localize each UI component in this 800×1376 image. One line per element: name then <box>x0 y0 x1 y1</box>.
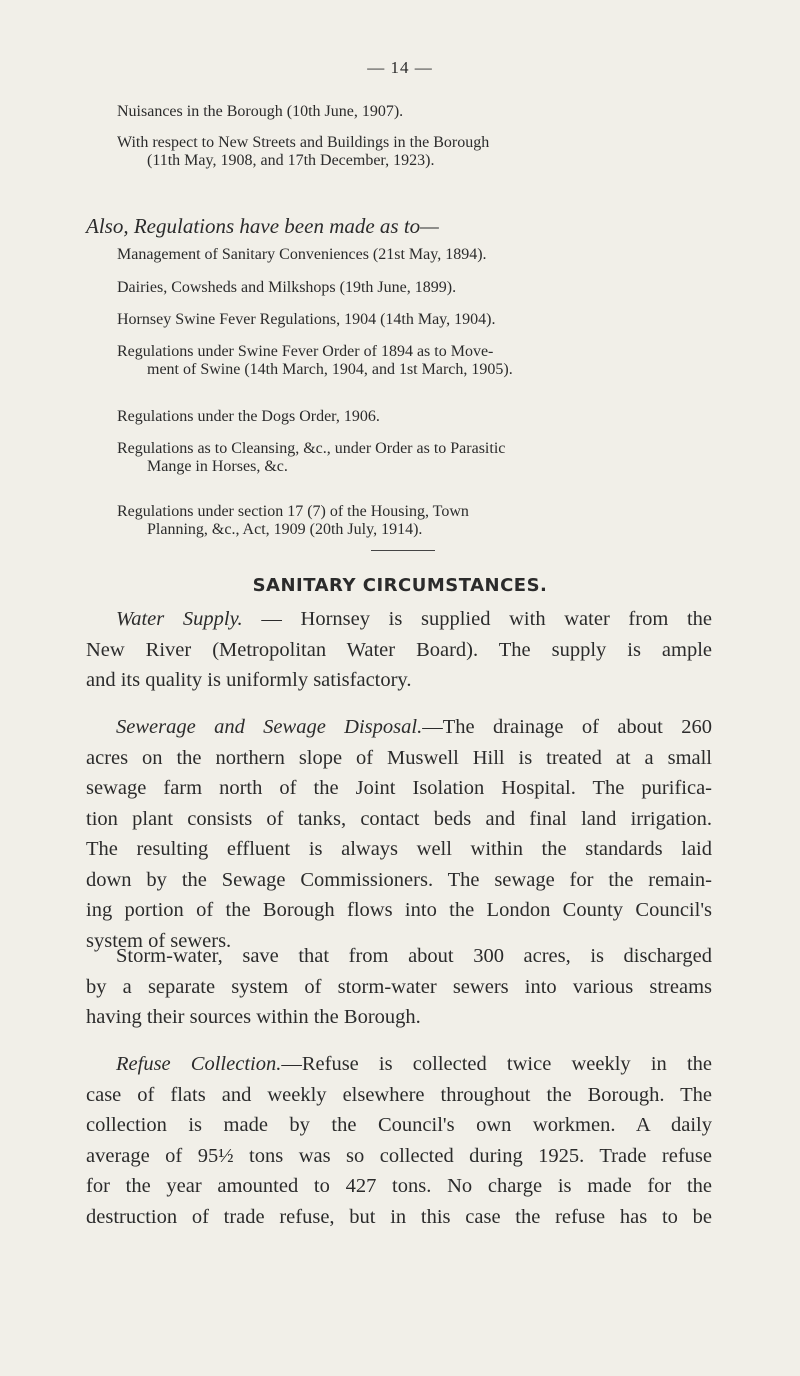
paragraph-line: having their sources within the Borough. <box>86 1006 421 1028</box>
list-item-line: Planning, &c., Act, 1909 (20th July, 1914). <box>147 521 423 538</box>
list-item-line: ment of Swine (14th March, 1904, and 1st March, 1905). <box>147 361 513 378</box>
also-heading: Also, Regulations have been made as to— <box>86 214 439 238</box>
list-item-line: Nuisances in the Borough (10th June, 1907). <box>117 103 404 120</box>
paragraph-line: acres on the northern slope of Muswell Hill is treated at a small <box>86 746 712 769</box>
paragraph-line: Storm-water, save that from about 300 acres, is discharged <box>116 945 712 967</box>
paragraph-line: Refuse Collection.—Refuse is collected twice weekly in the <box>116 1053 712 1075</box>
paragraph-line: Sewerage and Sewage Disposal.—The drainage of about 260 <box>116 716 712 738</box>
refuse-label: Refuse Collection. <box>116 1053 282 1075</box>
water-supply-label: Water Supply. <box>116 608 243 630</box>
list-item-line: Management of Sanitary Conveniences (21st May, 1894). <box>117 246 487 263</box>
list-item <box>117 246 717 264</box>
list-item <box>117 279 717 297</box>
page-number: — 14 — <box>367 58 433 77</box>
list-item-line: Regulations as to Cleansing, &c., under Order as to Parasitic <box>117 440 506 457</box>
paragraph-line: average of 95½ tons was so collected during 1925. Trade refuse <box>86 1144 712 1167</box>
list-item <box>117 408 717 426</box>
section-divider <box>371 550 435 551</box>
list-item <box>117 134 717 170</box>
list-item-line: Dairies, Cowsheds and Milkshops (19th June, 1899). <box>117 279 457 296</box>
section-heading: SANITARY CIRCUMSTANCES. <box>252 575 548 596</box>
list-item <box>117 103 717 121</box>
refuse-paragraph <box>86 1049 712 1232</box>
paragraph-line: system of sewers. <box>86 929 232 952</box>
paragraph-line: sewage farm north of the Joint Isolation Hospital. The purifica- <box>86 777 712 799</box>
paragraph-line: case of flats and weekly elsewhere throughout the Borough. The <box>86 1083 712 1106</box>
paragraph-line: tion plant consists of tanks, contact beds and final land irrigation. <box>86 807 712 830</box>
list-item <box>117 343 717 379</box>
list-item <box>117 311 717 329</box>
list-item <box>117 503 717 539</box>
paragraph-line: destruction of trade refuse, but in this case the refuse has to be <box>86 1205 712 1228</box>
paragraph-line: ing portion of the Borough flows into the London County Council's <box>86 899 712 921</box>
paragraph-line: The resulting effluent is always well within the standards laid <box>86 838 712 860</box>
sewerage-paragraph <box>86 712 712 956</box>
paragraph-line: collection is made by the Council's own workmen. A daily <box>86 1114 712 1136</box>
paragraph-line: and its quality is uniformly satisfactory. <box>86 669 412 691</box>
list-item <box>117 440 717 476</box>
list-item-line: Mange in Horses, &c. <box>147 458 288 475</box>
paragraph-line: for the year amounted to 427 tons. No charge is made for the <box>86 1175 712 1197</box>
list-item-line: Regulations under the Dogs Order, 1906. <box>117 408 380 425</box>
list-item-line: Hornsey Swine Fever Regulations, 1904 (14th May, 1904). <box>117 311 496 328</box>
list-item-line: With respect to New Streets and Buildings in the Borough <box>117 134 490 151</box>
list-item-line: (11th May, 1908, and 17th December, 1923). <box>147 152 435 169</box>
sewerage-label: Sewerage and Sewage Disposal. <box>116 716 423 738</box>
storm-water-paragraph <box>86 941 712 1033</box>
paragraph-line: New River (Metropolitan Water Board). The supply is ample <box>86 638 712 661</box>
paragraph-line: down by the Sewage Commissioners. The sewage for the remain- <box>86 868 712 891</box>
list-item-line: Regulations under section 17 (7) of the Housing, Town <box>117 503 469 520</box>
list-item-line: Regulations under Swine Fever Order of 1894 as to Move- <box>117 343 494 360</box>
paragraph-line: by a separate system of storm-water sewers into various streams <box>86 975 712 998</box>
water-supply-paragraph <box>86 604 712 696</box>
paragraph-line: Water Supply. — Hornsey is supplied with water from the <box>116 608 712 630</box>
